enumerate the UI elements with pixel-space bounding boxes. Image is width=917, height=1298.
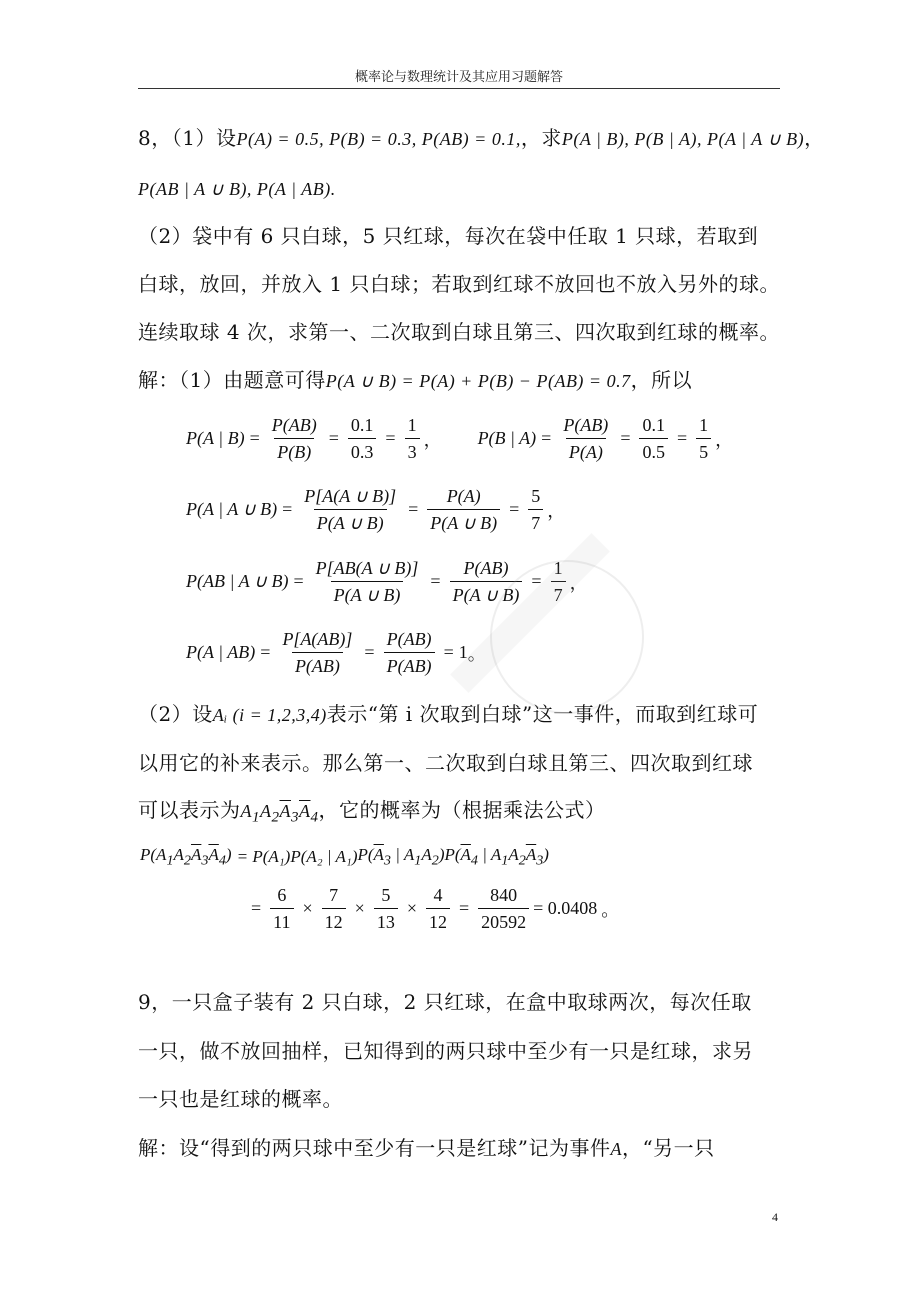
math: P(B | A) bbox=[477, 428, 537, 448]
math: P(AB | A ∪ B) bbox=[186, 571, 289, 591]
fraction: $\frac{840}{20592}$ bbox=[478, 882, 529, 935]
math: P(A | A ∪ B) bbox=[186, 499, 278, 519]
text: 解：设“得到的两只球中至少有一只是红球”记为事件 bbox=[138, 1136, 611, 1160]
math: P(AB | A ∪ B), P(A | AB). bbox=[138, 179, 336, 199]
problem-9-line-3: 一只也是红球的概率。 bbox=[138, 1087, 343, 1111]
fraction: $\frac{4}{12}$ bbox=[426, 882, 450, 935]
fraction: $\frac{P[AB(A \cup B)]}{P(A \cup B)}$ bbox=[313, 555, 422, 608]
text: 可以表示为 bbox=[138, 798, 241, 822]
text: ，“另一只 bbox=[621, 1136, 715, 1160]
fraction: $\frac{P(AB)}{P(A)}$ bbox=[560, 412, 611, 465]
math: Aᵢ (i = 1,2,3,4) bbox=[212, 705, 327, 725]
math: P(A | AB) bbox=[186, 642, 256, 662]
solution-8-part2-line-1 bbox=[138, 700, 788, 729]
equation-5-line-2: = $\frac{6}{11}$ × $\frac{7}{12}$ × $\frac{5}{13}$ × $\frac{4}{12}$ = $\frac{840}{20592}$ = 0.0408 。 bbox=[246, 882, 619, 935]
fraction: $\frac{5}{7}$ bbox=[528, 483, 543, 536]
problem-8-line-2 bbox=[138, 174, 788, 203]
problem-9-line-1: 9，一只盒子装有 2 只白球，2 只红球，在盒中取球两次，每次任取 bbox=[138, 990, 752, 1014]
text: ，求 bbox=[520, 126, 562, 150]
math: A bbox=[610, 1139, 622, 1159]
fraction: $\frac{P(AB)}{P(AB)}$ bbox=[384, 626, 435, 679]
fraction: $\frac{0.1}{0.5}$ bbox=[639, 412, 668, 465]
page-header: 概率论与数理统计及其应用习题解答 bbox=[354, 70, 563, 85]
fraction: $\frac{P(AB)}{P(B)}$ bbox=[269, 412, 320, 465]
fraction: $\frac{P[A(A \cup B)]}{P(A \cup B)}$ bbox=[301, 483, 399, 536]
header-rule bbox=[138, 88, 780, 89]
math: P(A) = 0.5, P(B) = 0.3, P(AB) = 0.1, bbox=[236, 129, 521, 149]
solution-8-intro bbox=[138, 366, 788, 395]
fraction: $\frac{7}{12}$ bbox=[322, 882, 346, 935]
math: P(A | B) bbox=[186, 428, 245, 448]
problem-8-part2-line-3: 连续取球 4 次，求第一、二次取到白球且第三、四次取到红球的概率。 bbox=[138, 320, 780, 344]
fraction: $\frac{1}{7}$ bbox=[551, 555, 566, 608]
problem-8-part2-line-2: 白球，放回，并放入 1 只白球；若取到红球不放回也不放入另外的球。 bbox=[138, 272, 780, 296]
fraction: $\frac{P[A(AB)]}{P(AB)}$ bbox=[279, 626, 355, 679]
fraction: $\frac{5}{13}$ bbox=[374, 882, 398, 935]
event-expression: $A_1A_2\overline{A}_3\overline{A}_4$ bbox=[240, 801, 319, 826]
fraction: $\frac{0.1}{0.3}$ bbox=[348, 412, 377, 465]
equation-1: P(A | B) = $\frac{P(AB)}{P(B)}$ = $\frac{0.1}{0.3}$ = $\frac{1}{3}$ ， P(B | A) = $\frac{P(AB)}{P(A)}$ = $\frac{0.1}{0.5}$ = $\frac{1}{5}$ ， bbox=[186, 412, 733, 465]
math: P(A | B), P(B | A), P(A | A ∪ B) bbox=[561, 129, 805, 149]
text: ， bbox=[804, 126, 825, 150]
text: （2）设 bbox=[138, 702, 213, 726]
equation-5-line-1: $P(A_1A_2\overline{A}_3\overline{A}_4)$ = P(A₁)P(A₂ | A₁) $P(\overline{A}_3$ | $A_1A_2)P(\overline{A}_4$ | $A_1A_2\overline{A}_3$) bbox=[140, 845, 549, 869]
fraction: $\frac{P(A)}{P(A \cup B)}$ bbox=[427, 483, 500, 536]
text: 解：（1）由题意可得 bbox=[138, 368, 326, 392]
fraction: $\frac{1}{5}$ bbox=[696, 412, 711, 465]
equation-4: P(A | AB) = $\frac{P[A(AB)]}{P(AB)}$ = $\frac{P(AB)}{P(AB)}$ = 1 。 bbox=[186, 626, 486, 679]
equation-3: P(AB | A ∪ B) = $\frac{P[AB(A \cup B)]}{P(A \cup B)}$ = $\frac{P(AB)}{P(A \cup B)}$ = $\frac{1}{7}$ ， bbox=[186, 555, 588, 608]
text: 8，（1）设 bbox=[138, 126, 237, 150]
equation-2: P(A | A ∪ B) = $\frac{P[A(A \cup B)]}{P(A \cup B)}$ = $\frac{P(A)}{P(A \cup B)}$ = $\frac{5}{7}$ ， bbox=[186, 483, 565, 536]
text: ，它的概率为（根据乘法公式） bbox=[318, 798, 606, 822]
problem-8-line-1 bbox=[138, 124, 825, 153]
solution-8-part2-line-3 bbox=[138, 796, 788, 832]
text: ，所以 bbox=[630, 368, 693, 392]
problem-8-part2-line-1: （2）袋中有 6 只白球，5 只红球，每次在袋中任取 1 只球，若取到 bbox=[138, 224, 759, 248]
fraction: $\frac{6}{11}$ bbox=[270, 882, 293, 935]
page-number: 4 bbox=[772, 1210, 778, 1224]
problem-9-line-2: 一只，做不放回抽样，已知得到的两只球中至少有一只是红球，求另 bbox=[138, 1039, 753, 1063]
solution-9-line-1 bbox=[138, 1134, 788, 1163]
text: 表示“第 i 次取到白球”这一事件，而取到红球可 bbox=[326, 702, 759, 726]
math: P(A ∪ B) = P(A) + P(B) − P(AB) = 0.7 bbox=[325, 371, 631, 391]
solution-8-part2-line-2: 以用它的补来表示。那么第一、二次取到白球且第三、四次取到红球 bbox=[138, 751, 753, 775]
fraction: $\frac{1}{3}$ bbox=[405, 412, 420, 465]
fraction: $\frac{P(AB)}{P(A \cup B)}$ bbox=[450, 555, 523, 608]
